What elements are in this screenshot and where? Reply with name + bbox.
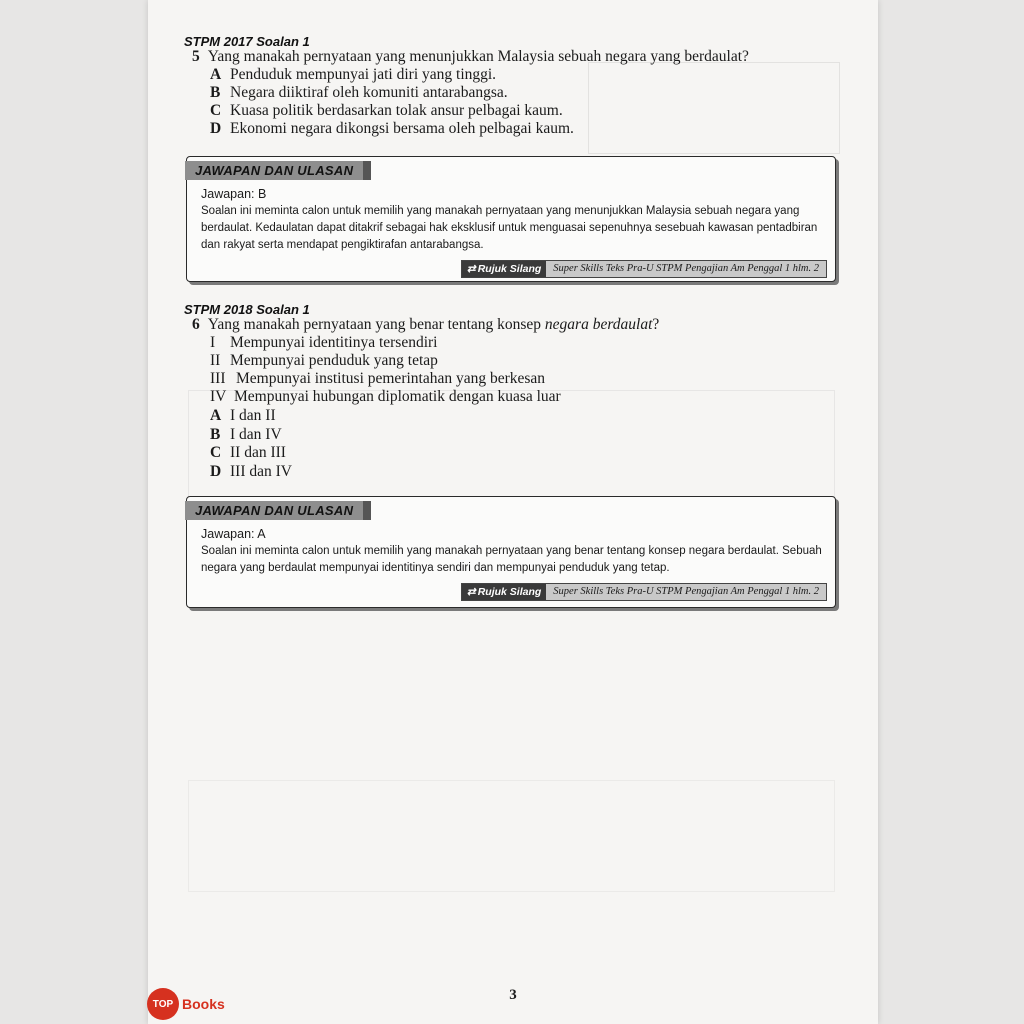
option-a: A I dan II <box>210 407 276 424</box>
question-number: 6 <box>192 316 200 333</box>
swap-arrows-icon: ⇄ <box>466 263 476 275</box>
option-b: B Negara diiktiraf oleh komuniti antarabangsa. <box>210 84 508 101</box>
question-text: Yang manakah pernyataan yang menunjukkan Malaysia sebuah negara yang berdaulat? <box>207 48 749 65</box>
answer-box-q5 <box>186 156 836 282</box>
answer-box-q6 <box>186 496 836 608</box>
question-source-label: STPM 2018 Soalan 1 <box>184 302 310 317</box>
option-d: D III dan IV <box>210 463 292 480</box>
statement-i: I Mempunyai identitinya tersendiri <box>210 334 438 351</box>
answer-explanation: Soalan ini meminta calon untuk memilih yang manakah pernyataan yang benar tentang konsep negara berdaulat. Sebuah negara yang berdaulat mempunyai identitinya sendiri dan mempunyai penduduk yang tetap. <box>201 545 822 574</box>
option-a: A Penduduk mempunyai jati diri yang tinggi. <box>210 66 497 83</box>
statement-iii: III Mempunyai institusi pemerintahan yang berkesan <box>210 370 546 387</box>
option-b: B I dan IV <box>210 426 282 443</box>
cross-reference-bar <box>461 260 827 278</box>
cross-reference-tag: ⇄ Rujuk Silang <box>462 261 546 277</box>
question-6: 6 Yang manakah pernyataan yang benar tentang konsep negara berdaulat? <box>192 316 660 333</box>
cross-reference-text: Super Skills Teks Pra-U STPM Pengajian Am Penggal 1 hlm. 2 <box>546 584 826 600</box>
page-number: 3 <box>509 987 517 1003</box>
bleed-through-shadow <box>588 62 840 154</box>
book-page <box>148 0 878 1024</box>
cross-reference-bar <box>461 583 827 601</box>
question-source-label: STPM 2017 Soalan 1 <box>184 34 310 49</box>
cross-reference-tag: ⇄ Rujuk Silang <box>462 584 546 600</box>
answer-box-title: JAWAPAN DAN ULASAN <box>185 501 371 520</box>
logo-badge: TOP <box>147 988 179 1020</box>
question-5 <box>192 48 749 66</box>
statement-iv: IV Mempunyai hubungan diplomatik dengan kuasa luar <box>210 388 561 405</box>
topbooks-logo <box>147 988 225 1020</box>
logo-text: Books <box>182 996 225 1012</box>
answer-explanation: Soalan ini meminta calon untuk memilih yang manakah pernyataan yang menunjukkan Malaysia sebuah negara yang berdaulat. Kedaulatan dapat ditakrif sebagai hak eksklusif untuk menguasai sepenuhnya sesebuah kawasan pentadbiran dan rakyat serta mendapat pengiktirafan antarabangsa. <box>201 205 818 251</box>
statement-ii: II Mempunyai penduduk yang tetap <box>210 352 438 369</box>
swap-arrows-icon: ⇄ <box>466 586 476 598</box>
answer-label: Jawapan: A <box>201 527 266 541</box>
bleed-through-shadow <box>188 780 835 892</box>
answer-label: Jawapan: B <box>201 187 267 201</box>
option-d: D Ekonomi negara dikongsi bersama oleh pelbagai kaum. <box>210 120 574 137</box>
question-number: 5 <box>192 48 200 65</box>
answer-box-title: JAWAPAN DAN ULASAN <box>185 161 371 180</box>
option-c: C II dan III <box>210 444 286 461</box>
cross-reference-text: Super Skills Teks Pra-U STPM Pengajian Am Penggal 1 hlm. 2 <box>546 261 826 277</box>
option-c: C Kuasa politik berdasarkan tolak ansur pelbagai kaum. <box>210 102 563 119</box>
